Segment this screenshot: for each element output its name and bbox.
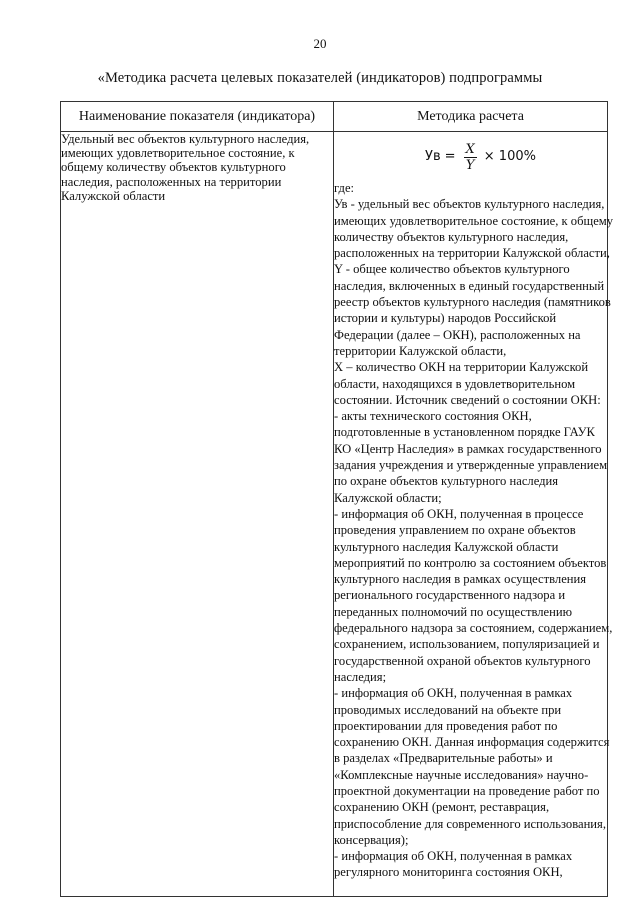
- method-line: X – количество ОКН на территории Калужской: [334, 360, 589, 375]
- indicator-name-line: имеющих удовлетворительное состояние, к: [61, 146, 295, 161]
- method-line: по охране объектов культурного наследия: [334, 474, 559, 489]
- method-line: проведения управлением по охране объектов: [334, 523, 576, 538]
- method-line: проектной документации на проведение работ по: [334, 783, 600, 798]
- formula-numerator: X: [465, 141, 475, 157]
- document-title: «Методика расчета целевых показателей (индикаторов) подпрограммы: [97, 70, 543, 86]
- formula-multiplier: × 100%: [483, 148, 536, 164]
- method-line: сохранению ОКН (ремонт, реставрация,: [334, 800, 550, 815]
- table-row: [61, 132, 608, 897]
- method-line: регионального государственного надзора и: [334, 588, 566, 603]
- calculation-method-cell: [334, 132, 614, 897]
- method-line: истории и культуры) народов Российской: [334, 311, 557, 326]
- method-line: проводимых исследований на объекте при: [334, 702, 562, 717]
- header-indicator-name: Наименование показателя (индикатора): [61, 102, 334, 132]
- method-line: Ув - удельный вес объектов культурного наследия,: [334, 197, 605, 212]
- method-line: культурного наследия Калужской области: [334, 539, 559, 554]
- method-line: КО «Центр Наследия» в рамках государственного: [334, 441, 602, 456]
- method-line: где:: [334, 181, 355, 195]
- method-line: расположенных на территории Калужской области,: [334, 246, 610, 261]
- method-line: приспособление для современного использования,: [334, 816, 606, 831]
- method-line: мероприятий по контролю за состоянием объектов: [334, 555, 607, 570]
- method-line: подготовленные в установленном порядке ГАУК: [334, 425, 595, 440]
- indicator-table: [60, 101, 614, 897]
- indicator-name-cell: [61, 132, 334, 897]
- method-line: регулярного мониторинга состояния ОКН,: [334, 865, 563, 880]
- method-line: федерального надзора за состоянием, содержанием,: [334, 621, 613, 636]
- formula: [354, 136, 607, 178]
- indicator-name-line: Калужской области: [61, 188, 166, 203]
- method-line: наследия;: [334, 669, 387, 684]
- method-line: культурного наследия в рамках осуществления: [334, 572, 587, 587]
- indicator-name-line: наследия, расположенных на территории: [61, 174, 282, 189]
- method-description: [334, 180, 614, 881]
- method-line: Y - общее количество объектов культурного: [334, 262, 570, 277]
- page-number: 20: [313, 36, 327, 51]
- method-line: Федерации (далее – ОКН), расположенных на: [334, 327, 581, 342]
- indicator-name-line: общему количеству объектов культурного: [61, 160, 286, 175]
- method-line: имеющих удовлетворительное состояние, к общему: [334, 213, 614, 228]
- method-line: проектировании для проведения работ по: [334, 718, 558, 733]
- method-line: государственной охраной объектов культурного: [334, 653, 591, 668]
- method-line: переданных полномочий по осуществлению: [334, 604, 573, 619]
- method-line: территории Калужской области,: [334, 343, 507, 358]
- method-line: консервация);: [334, 832, 409, 847]
- header-calculation-method: Методика расчета: [334, 102, 608, 132]
- formula-denominator: Y: [465, 157, 475, 173]
- method-line: состоянии. Источник сведений о состоянии ОКН:: [334, 392, 601, 407]
- method-line: задания учреждения и утвержденные управлением: [334, 458, 608, 473]
- formula-lhs: Ув: [425, 148, 441, 164]
- method-line: - информация об ОКН, полученная в рамках: [334, 686, 573, 701]
- method-line: реестр объектов культурного наследия (памятников: [334, 295, 611, 310]
- method-line: наследия, включенных в единый государственный: [334, 278, 605, 293]
- table-header-row: [61, 102, 608, 132]
- method-line: - информация об ОКН, полученная в рамках: [334, 849, 573, 864]
- method-line: сохранению ОКН. Данная информация содержится: [334, 735, 610, 750]
- method-line: области, находящихся в удовлетворительном: [334, 376, 576, 391]
- method-line: сохранением, использованием, популяризацией и: [334, 637, 600, 652]
- method-line: - информация об ОКН, полученная в процессе: [334, 506, 584, 521]
- method-line: количеству объектов культурного наследия,: [334, 229, 569, 244]
- method-line: «Комплексные научные исследования» научно-: [334, 767, 589, 782]
- method-line: - акты технического состояния ОКН,: [334, 409, 532, 424]
- indicator-name-line: Удельный вес объектов культурного наследия,: [61, 132, 310, 146]
- method-line: в разделах «Предварительные работы» и: [334, 751, 553, 766]
- formula-fraction: [464, 142, 477, 173]
- method-line: Калужской области;: [334, 490, 442, 505]
- formula-equals: =: [444, 148, 456, 164]
